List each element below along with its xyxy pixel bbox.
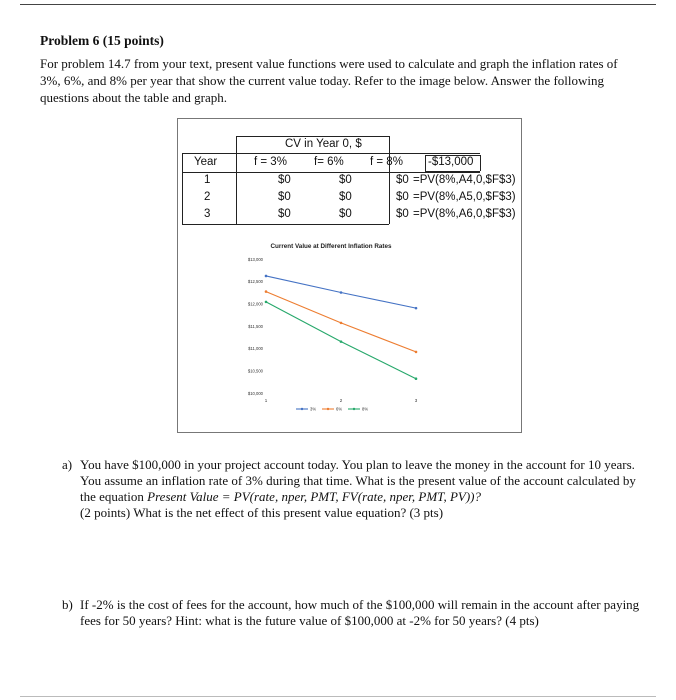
legend-label-3%: 3% (310, 406, 317, 412)
year-1: 1 (204, 174, 211, 186)
question-b-text: If -2% is the cost of fees for the account, how much of the $100,000 will remain in the account after paying fees for 50 years? Hint: what is the future value of $100,000 at -2% for 50 years? (4 pts) (80, 597, 640, 628)
question-a-text1: You have $100,000 in your project account today. You plan to leave the money in the account for 10 years. You assume an inflation rate of 3% during that time. What is the present value of the account calculated by the equation (80, 457, 636, 504)
top-rule (20, 4, 656, 5)
row1-v1: $0 (278, 174, 291, 186)
row1-v3: $0 (396, 174, 409, 186)
data-point-6% (265, 290, 268, 293)
problem-title: Problem 6 (15 points) (40, 33, 164, 48)
y-tick-label: $12,000 (247, 301, 263, 307)
row1-formula: =PV(8%,A4,0,$F$3) (413, 174, 516, 186)
data-point-8% (340, 340, 343, 343)
legend-marker-6% (327, 408, 329, 410)
legend-label-8%: 8% (362, 406, 369, 412)
data-point-6% (415, 351, 418, 354)
x-tick-label: 2 (339, 398, 343, 403)
y-tick-label: $13,000 (247, 256, 263, 262)
question-b-label: b) (62, 597, 73, 612)
y-tick-label: $11,000 (248, 346, 263, 352)
data-point-3% (340, 291, 343, 294)
inflation-line-chart (232, 233, 430, 419)
question-a-label: a) (62, 457, 73, 472)
row2-formula: =PV(8%,A5,0,$F$3) (413, 191, 516, 203)
x-tick-label: 3 (414, 398, 418, 403)
table-caption: CV in Year 0, $ (285, 138, 362, 150)
row3-v1: $0 (278, 208, 291, 220)
row2-v1: $0 (278, 191, 291, 203)
data-point-3% (265, 275, 268, 278)
y-tick-label: $12,500 (247, 279, 263, 285)
row3-v2: $0 (339, 208, 352, 220)
year-3: 3 (204, 208, 211, 220)
row3-v3: $0 (396, 208, 409, 220)
series-line-8% (266, 302, 416, 379)
legend-marker-8% (353, 408, 355, 410)
question-a-equation: Present Value = PV(rate, nper, PMT, FV(rate, nper, PMT, PV))? (147, 489, 481, 504)
y-tick-label: $10,500 (247, 368, 263, 374)
row3-formula: =PV(8%,A6,0,$F$3) (413, 208, 516, 220)
question-a-text2: (2 points) What is the net effect of this present value equation? (3 pts) (80, 505, 444, 520)
data-point-8% (265, 301, 268, 304)
problem-intro: For problem 14.7 from your text, present value functions were used to calculate and graph the inflation rates of 3%, 6%, and 8% per year that show the current value today. Refer to the image below. Answer the following questions about the table and graph. (40, 56, 618, 105)
row2-v2: $0 (339, 191, 352, 203)
col-header-8pct: f = 8% (370, 156, 403, 168)
row1-v2: $0 (339, 174, 352, 186)
x-tick-label: 1 (264, 398, 268, 403)
year-header: Year (194, 156, 218, 168)
col-header-3pct: f = 3% (254, 156, 287, 168)
chart-title: Current Value at Different Inflation Rates (270, 243, 392, 250)
data-point-3% (415, 307, 418, 310)
legend-label-6%: 6% (336, 406, 343, 412)
bottom-rule (20, 696, 656, 697)
data-point-8% (415, 377, 418, 380)
extra-header: -$13,000 (428, 156, 474, 168)
y-tick-label: $11,500 (248, 323, 263, 329)
y-tick-label: $10,000 (247, 390, 263, 396)
question-b (62, 597, 642, 629)
col-header-6pct: f= 6% (314, 156, 344, 168)
row2-v3: $0 (396, 191, 409, 203)
legend-marker-3% (301, 408, 303, 410)
data-point-6% (340, 322, 343, 325)
year-2: 2 (204, 191, 211, 203)
question-a (62, 457, 642, 521)
